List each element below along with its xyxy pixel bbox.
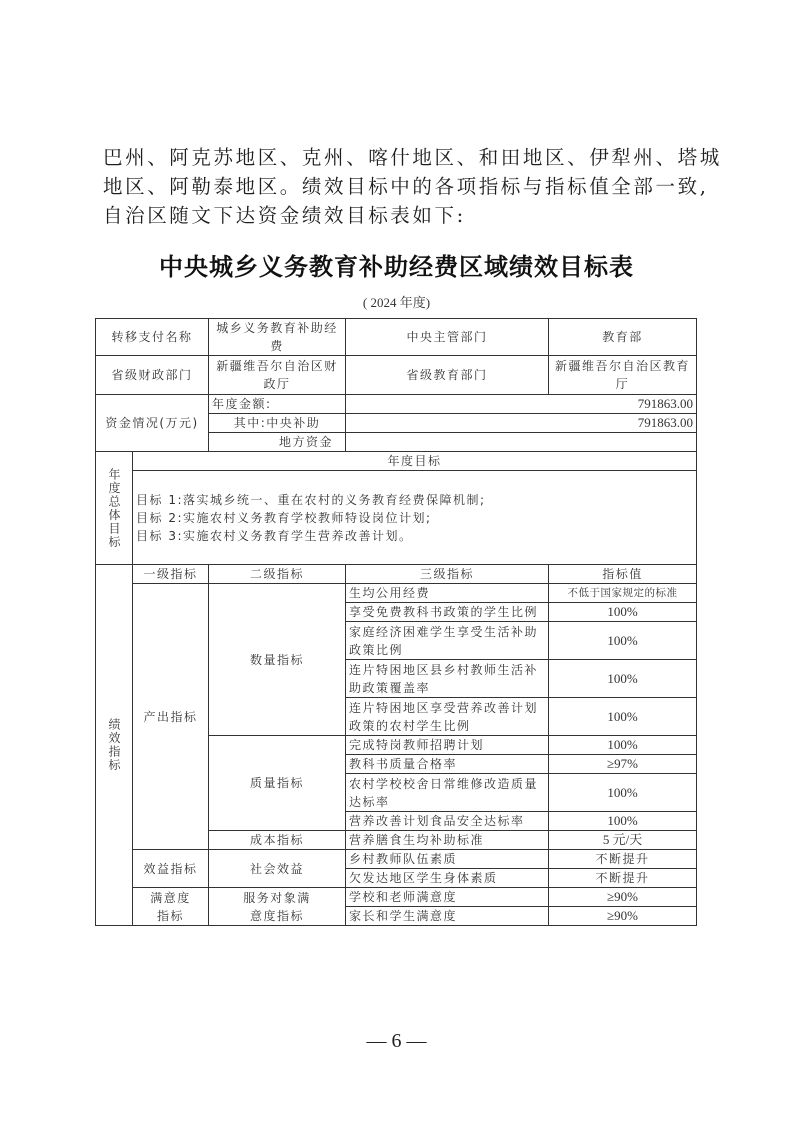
intro-line: 巴州、阿克苏地区、克州、喀什地区、和田地区、伊犁州、塔城 (103, 146, 722, 169)
intro-line: 自治区随文下达资金绩效目标表如下: (103, 204, 466, 227)
table-row (96, 584, 697, 603)
value-cell: 100% (549, 736, 697, 755)
annual-goals-cell (133, 471, 697, 565)
level2-social: 社会效益 (209, 850, 346, 888)
goal-item: 目标 1:落实城乡统一、重在农村的义务教育经费保障机制; (136, 492, 486, 507)
value-cell: ≥90% (549, 888, 697, 907)
header-level2: 二级指标 (209, 565, 346, 584)
central-dept-label: 中央主管部门 (346, 319, 549, 356)
value-cell: 不断提升 (549, 850, 697, 869)
indicator-cell: 完成特岗教师招聘计划 (346, 736, 549, 755)
level2-service-satisfaction: 服务对象满意度指标 (209, 888, 346, 926)
table-row (96, 452, 697, 471)
intro-paragraph (103, 143, 722, 230)
indicator-cell: 农村学校校舍日常维修改造质量达标率 (346, 774, 549, 812)
header-level3: 三级指标 (346, 565, 549, 584)
indicator-cell: 连片特困地区享受营养改善计划政策的农村学生比例 (346, 698, 549, 736)
annual-amount-value: 791863.00 (346, 395, 697, 414)
level1-output: 产出指标 (133, 584, 209, 850)
header-level1: 一级指标 (133, 565, 209, 584)
indicator-cell: 家庭经济困难学生享受生活补助政策比例 (346, 622, 549, 660)
perf-indicator-label: 绩效指标 (96, 565, 133, 926)
performance-target-table (95, 318, 697, 926)
central-subsidy-value: 791863.00 (346, 414, 697, 433)
level1-benefit: 效益指标 (133, 850, 209, 888)
prov-edu-label: 省级教育部门 (346, 356, 549, 395)
page-number: — 6 — (366, 1030, 427, 1052)
central-subsidy-label: 其中:中央补助 (209, 414, 346, 433)
table-row (96, 395, 697, 414)
table-row (96, 850, 697, 869)
table-row (96, 319, 697, 356)
table-row (96, 471, 697, 565)
indicator-cell: 乡村教师队伍素质 (346, 850, 549, 869)
goal-item: 目标 3:实施农村义务教育学生营养改善计划。 (136, 528, 413, 543)
value-cell: ≥90% (549, 907, 697, 926)
prov-edu-value: 新疆维吾尔自治区教育厅 (549, 356, 697, 395)
table-row (96, 888, 697, 907)
indicator-cell: 欠发达地区学生身体素质 (346, 869, 549, 888)
transfer-name-value: 城乡义务教育补助经费 (209, 319, 346, 356)
value-cell: 不低于国家规定的标准 (549, 584, 697, 603)
header-value: 指标值 (549, 565, 697, 584)
intro-line: 地区、阿勒泰地区。绩效目标中的各项指标与指标值全部一致, (103, 175, 709, 198)
value-cell: 不断提升 (549, 869, 697, 888)
overall-goal-label: 年度总体目标 (96, 452, 133, 565)
transfer-name-label: 转移支付名称 (96, 319, 209, 356)
indicator-cell: 连片特困地区县乡村教师生活补助政策覆盖率 (346, 660, 549, 698)
prov-finance-label: 省级财政部门 (96, 356, 209, 395)
level2-cost: 成本指标 (209, 831, 346, 850)
local-funds-value (346, 433, 697, 452)
indicator-cell: 营养改善计划食品安全达标率 (346, 812, 549, 831)
level2-quality: 质量指标 (209, 736, 346, 831)
indicator-cell: 家长和学生满意度 (346, 907, 549, 926)
value-cell: 100% (549, 812, 697, 831)
level1-satisfaction: 满意度指标 (133, 888, 209, 926)
table-row (96, 356, 697, 395)
indicator-cell: 营养膳食生均补助标准 (346, 831, 549, 850)
value-cell: 100% (549, 774, 697, 812)
table-header-row (96, 565, 697, 584)
indicator-cell: 学校和老师满意度 (346, 888, 549, 907)
local-funds-label: 地方资金 (209, 433, 346, 452)
value-cell: 100% (549, 622, 697, 660)
value-cell: 100% (549, 603, 697, 622)
value-cell: 5 元/天 (549, 831, 697, 850)
indicator-cell: 教科书质量合格率 (346, 755, 549, 774)
value-cell: 100% (549, 660, 697, 698)
value-cell: 100% (549, 698, 697, 736)
value-cell: ≥97% (549, 755, 697, 774)
prov-finance-value: 新疆维吾尔自治区财政厅 (209, 356, 346, 395)
table-title: 中央城乡义务教育补助经费区域绩效目标表 (159, 252, 634, 281)
indicator-cell: 享受免费教科书政策的学生比例 (346, 603, 549, 622)
indicator-cell: 生均公用经费 (346, 584, 549, 603)
annual-amount-label: 年度金额: (209, 395, 346, 414)
annual-goal-header: 年度目标 (133, 452, 697, 471)
goal-item: 目标 2:实施农村义务教育学校教师特设岗位计划; (136, 510, 432, 525)
table-subtitle-year: ( 2024 年度) (362, 295, 431, 310)
central-dept-value: 教育部 (549, 319, 697, 356)
level2-quantity: 数量指标 (209, 584, 346, 736)
funds-label: 资金情况(万元) (96, 395, 209, 452)
